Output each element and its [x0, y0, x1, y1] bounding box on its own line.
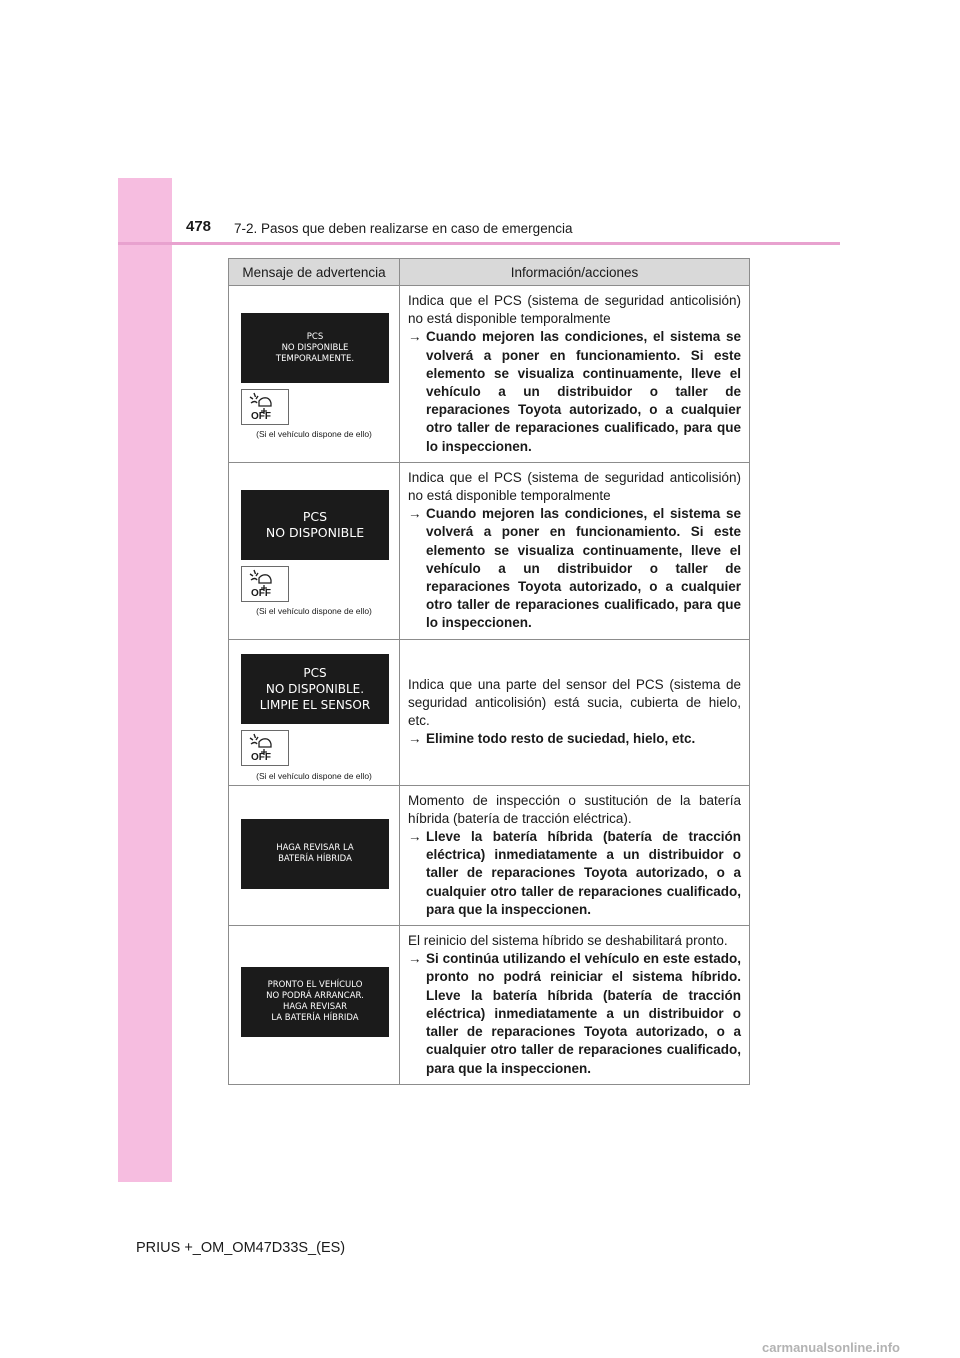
action-text: Lleve la batería híbrida (batería de tracción eléctrica) inmediatamente a un distribuidor o taller de reparaciones Toyota autorizado, o a cualquier otro taller de reparaciones cualificado, para que la inspeccionen. [426, 829, 741, 917]
table-row [229, 462, 750, 639]
pcs-off-icon [241, 389, 289, 425]
availability-note: (Si el vehículo dispone de ello) [256, 429, 372, 439]
action-text: Cuando mejoren las condiciones, el sistema se volverá a poner en funcionamiento. Si este elemento se visualiza continuamente, lleve el vehículo a un distribuidor o taller de reparaciones Toyota autorizado, o a cualquier otro taller de reparaciones cualificado, para que lo inspeccionen. [426, 329, 741, 454]
warning-display: PCS NO DISPONIBLE [241, 490, 389, 560]
icon-off-label: OFF [251, 751, 271, 763]
message-cell [229, 785, 400, 925]
page-number: 478 [186, 218, 212, 235]
pcs-off-icon [241, 566, 289, 602]
action-item [408, 730, 741, 748]
action-text: Elimine todo resto de suciedad, hielo, etc. [426, 731, 696, 747]
info-cell [400, 785, 750, 925]
section-title: 7-2. Pasos que deben realizarse en caso de emergencia [234, 221, 573, 236]
info-text: Indica que el PCS (sistema de seguridad anticolisión) no está disponible temporalmente [408, 293, 741, 327]
warning-display: PCS NO DISPONIBLE TEMPORALMENTE. [241, 313, 389, 383]
arrow-icon: → [408, 329, 422, 345]
table-header-row [229, 259, 750, 286]
warning-table [228, 258, 750, 1085]
table-row [229, 926, 750, 1085]
info-cell [400, 639, 750, 785]
margin-band [118, 178, 172, 1182]
action-item [408, 950, 741, 1077]
arrow-icon: → [408, 731, 422, 747]
table-row [229, 286, 750, 463]
icon-off-label: OFF [251, 587, 271, 599]
icon-off-label: OFF [251, 411, 271, 422]
availability-note: (Si el vehículo dispone de ello) [256, 770, 372, 781]
header-rule [118, 242, 840, 245]
info-cell [400, 926, 750, 1085]
table-row [229, 639, 750, 785]
info-text: Indica que el PCS (sistema de seguridad anticolisión) no está disponible temporalmente [408, 469, 741, 504]
action-item [408, 828, 741, 919]
info-text: Momento de inspección o sustitución de la batería híbrida (batería de tracción eléctrica). [408, 792, 741, 826]
availability-note: (Si el vehículo dispone de ello) [256, 605, 372, 616]
action-text: Si continúa utilizando el vehículo en este estado, pronto no podrá reiniciar el sistema híbrido. Lleve la batería híbrida (batería de tracción eléctrica) inmediatamente a un distribuidor o taller de reparaciones Toyota autorizado, o a cualquier otro taller de reparaciones cualificado, para que la inspeccionen. [426, 951, 741, 1076]
warning-display: HAGA REVISAR LA BATERÍA HÍBRIDA [241, 819, 389, 889]
pcs-off-icon [241, 730, 289, 766]
warning-display: PCS NO DISPONIBLE. LIMPIE EL SENSOR [241, 654, 389, 724]
info-text: Indica que una parte del sensor del PCS (sistema de seguridad anticolisión) está sucia, cubierta de hielo, etc. [408, 676, 741, 729]
action-text: Cuando mejoren las condiciones, el sistema se volverá a poner en funcionamiento. Si este elemento se visualiza continuamente, lleve el vehículo a un distribuidor o taller de reparaciones Toyota autorizado, o a cualquier otro taller de reparaciones cualificado, para que lo inspeccionen. [426, 506, 741, 631]
arrow-icon: → [408, 951, 422, 967]
info-cell [400, 286, 750, 463]
table-row [229, 785, 750, 925]
message-cell [229, 462, 400, 639]
column-header-info: Información/acciones [400, 259, 750, 286]
info-cell [400, 462, 750, 639]
message-cell [229, 639, 400, 785]
message-cell [229, 926, 400, 1085]
info-text: El reinicio del sistema híbrido se deshabilitará pronto. [408, 933, 728, 949]
warning-display: PRONTO EL VEHÍCULO NO PODRÁ ARRANCAR. HAGA REVISAR LA BATERÍA HÍBRIDA [241, 967, 389, 1037]
arrow-icon: → [408, 506, 422, 522]
arrow-icon: → [408, 829, 422, 845]
action-item [408, 328, 741, 455]
document-code: PRIUS +_OM_OM47D33S_(ES) [136, 1240, 346, 1256]
column-header-message: Mensaje de advertencia [229, 259, 400, 286]
action-item [408, 505, 741, 632]
message-cell [229, 286, 400, 463]
watermark: carmanualsonline.info [762, 1340, 900, 1355]
